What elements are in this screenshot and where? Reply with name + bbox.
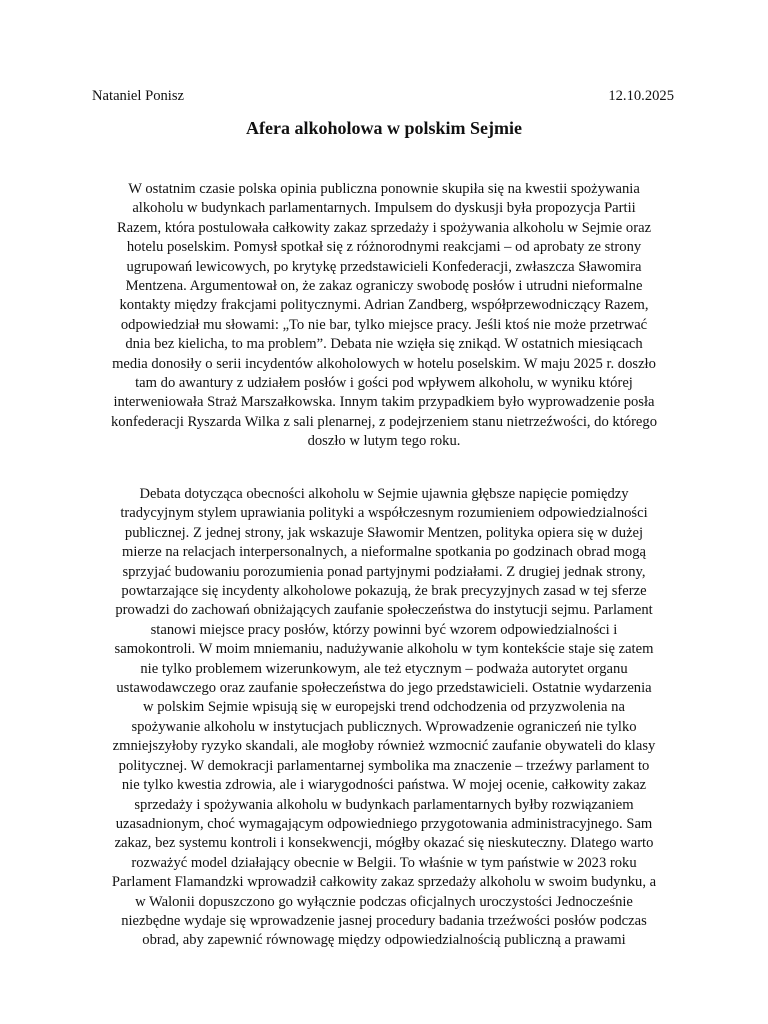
- paragraph-line: ustawodawczego oraz zaufanie społeczeństwa do jego przedstawicieli. Ostatnie wydarzenia: [116, 680, 652, 697]
- paragraph-line: ugrupowań lewicowych, po krytykę przedstawicieli Konfederacji, zwłaszcza Sławomira: [126, 258, 642, 275]
- paragraph-line: nie tylko kwestia zdrowia, ale i wiarygodności państwa. W mojej ocenie, całkowity zakaz: [121, 777, 647, 794]
- paragraph-line: hotelu poselskim. Pomysł spotkał się z różnorodnymi reakcjami – od aprobaty ze strony: [126, 239, 642, 256]
- paragraph-line: publicznej. Z jednej strony, jak wskazuje Sławomir Mentzen, polityka opiera się w dużej: [124, 524, 644, 541]
- paragraph-line: zmniejszyłoby ryzyko skandali, ale mogłoby również wzmocnić zaufanie obywateli do klasy: [112, 738, 656, 755]
- paragraph-line: W ostatnim czasie polska opinia publiczna ponownie skupiła się na kwestii spożywania: [128, 181, 640, 197]
- paragraph-line: konfederacji Ryszarda Wilka z sali plenarnej, z podejrzeniem stanu nietrzeźwości, do którego: [110, 413, 657, 430]
- document-date: 12.10.2025: [608, 88, 674, 104]
- paragraph-line: powtarzające się incydenty alkoholowe pokazują, że brak precyzyjnych zasad w tej sferze: [121, 583, 647, 600]
- paragraph-line: Debata dotycząca obecności alkoholu w Sejmie ujawnia głębsze napięcie pomiędzy: [139, 486, 629, 502]
- paragraph-2: [84, 485, 684, 951]
- paragraph-line: Mentzena. Argumentował on, że zakaz ograniczy swobodę posłów i utrudni nieformalne: [125, 278, 643, 295]
- paragraph-line: tradycyjnym stylem uprawiania polityki a współczesnym rozumieniem odpowiedzialności: [120, 505, 648, 522]
- paragraph-line: samokontroli. W moim mniemaniu, nadużywanie alkoholu w tym kontekście staje się zatem: [114, 641, 654, 658]
- paragraph-line: obrad, aby zapewnić równowagę między odpowiedzialnością publiczną a prawami: [142, 932, 626, 949]
- paragraph-line: dnia bez kielicha, to ma problem”. Debata nie wzięła się znikąd. W ostatnich miesiącach: [125, 336, 643, 353]
- paragraph-line: rozważyć model działający obecnie w Belgii. To właśnie w tym państwie w 2023 roku: [131, 854, 637, 871]
- paragraph-line: Razem, która postulowała całkowity zakaz sprzedaży i spożywania alkoholu w Sejmie oraz: [116, 219, 652, 236]
- paragraph-1: [84, 180, 684, 452]
- paragraph-line: media donosiły o serii incydentów alkoholowych w hotelu poselskim. W maju 2025 r. doszło: [112, 355, 656, 372]
- author-name: Nataniel Ponisz: [92, 88, 185, 104]
- paragraph-line: kontakty między frakcjami politycznymi. Adrian Zandberg, współprzewodniczący Razem,: [119, 297, 649, 314]
- paragraph-line: interweniowała Straż Marszałkowska. Innym takim przypadkiem było wyprowadzenie posła: [113, 394, 655, 411]
- paragraph-line: niezbędne wydaje się wprowadzenie jasnej procedury badania trzeźwości posłów podczas: [121, 912, 647, 929]
- paragraph-line: mierze na relacjach interpersonalnych, a nieformalne spotkania po godzinach obrad mogą: [122, 544, 646, 561]
- paragraph-line: sprzedaży i spożywania alkoholu w budynkach parlamentarnych byłby rozwiązaniem: [134, 796, 634, 813]
- paragraph-line: uzasadnionym, choć wymagającym odpowiedniego przygotowania administracyjnego. Sam: [115, 815, 653, 832]
- paragraph-line: tam do awantury z udziałem posłów i gości pod wpływem alkoholu, w wyniku której: [135, 375, 633, 392]
- paragraph-line: zakaz, bez systemu kontroli i konsekwencji, mógłby okazać się nieskuteczny. Dlatego warto: [114, 835, 654, 852]
- paragraph-line: nie tylko problemem wizerunkowym, ale też etycznym – podważa autorytet organu: [140, 660, 628, 677]
- paragraph-line: odpowiedział mu słowami: „To nie bar, tylko miejsce pracy. Jeśli ktoś nie może przetrwać: [120, 316, 648, 333]
- document-title: Afera alkoholowa w polskim Sejmie: [246, 118, 522, 138]
- paragraph-line: spożywanie alkoholu w instytucjach publicznych. Wprowadzenie ograniczeń nie tylko: [131, 718, 637, 735]
- paragraph-line: Parlament Flamandzki wprowadził całkowity zakaz sprzedaży alkoholu w swoim budynku, a: [111, 874, 657, 891]
- paragraph-line: stanowi miejsce pracy posłów, którzy powinni być wzorem odpowiedzialności i: [150, 621, 618, 638]
- paragraph-line: w polskim Sejmie wpisują się w europejski trend odchodzenia od przyzwolenia na: [143, 699, 625, 716]
- paragraph-line: sprzyjać budowaniu porozumienia ponad partyjnymi podziałami. Z drugiej jednak strony,: [122, 563, 646, 580]
- paragraph-line: prowadzi do zachowań obniżających zaufanie społeczeństwa do instytucji sejmu. Parlament: [115, 602, 653, 619]
- paragraph-line: alkoholu w budynkach parlamentarnych. Impulsem do dyskusji była propozycja Partii: [132, 200, 636, 217]
- paragraph-line: doszło w lutym tego roku.: [307, 433, 461, 450]
- paragraph-line: w Walonii dopuszczono go wyłącznie podczas oficjalnych uroczystości Jednocześnie: [135, 893, 633, 910]
- paragraph-line: politycznej. W demokracji parlamentarnej symbolika ma znaczenie – trzeźwy parlament to: [118, 757, 650, 774]
- document-header: [92, 86, 674, 106]
